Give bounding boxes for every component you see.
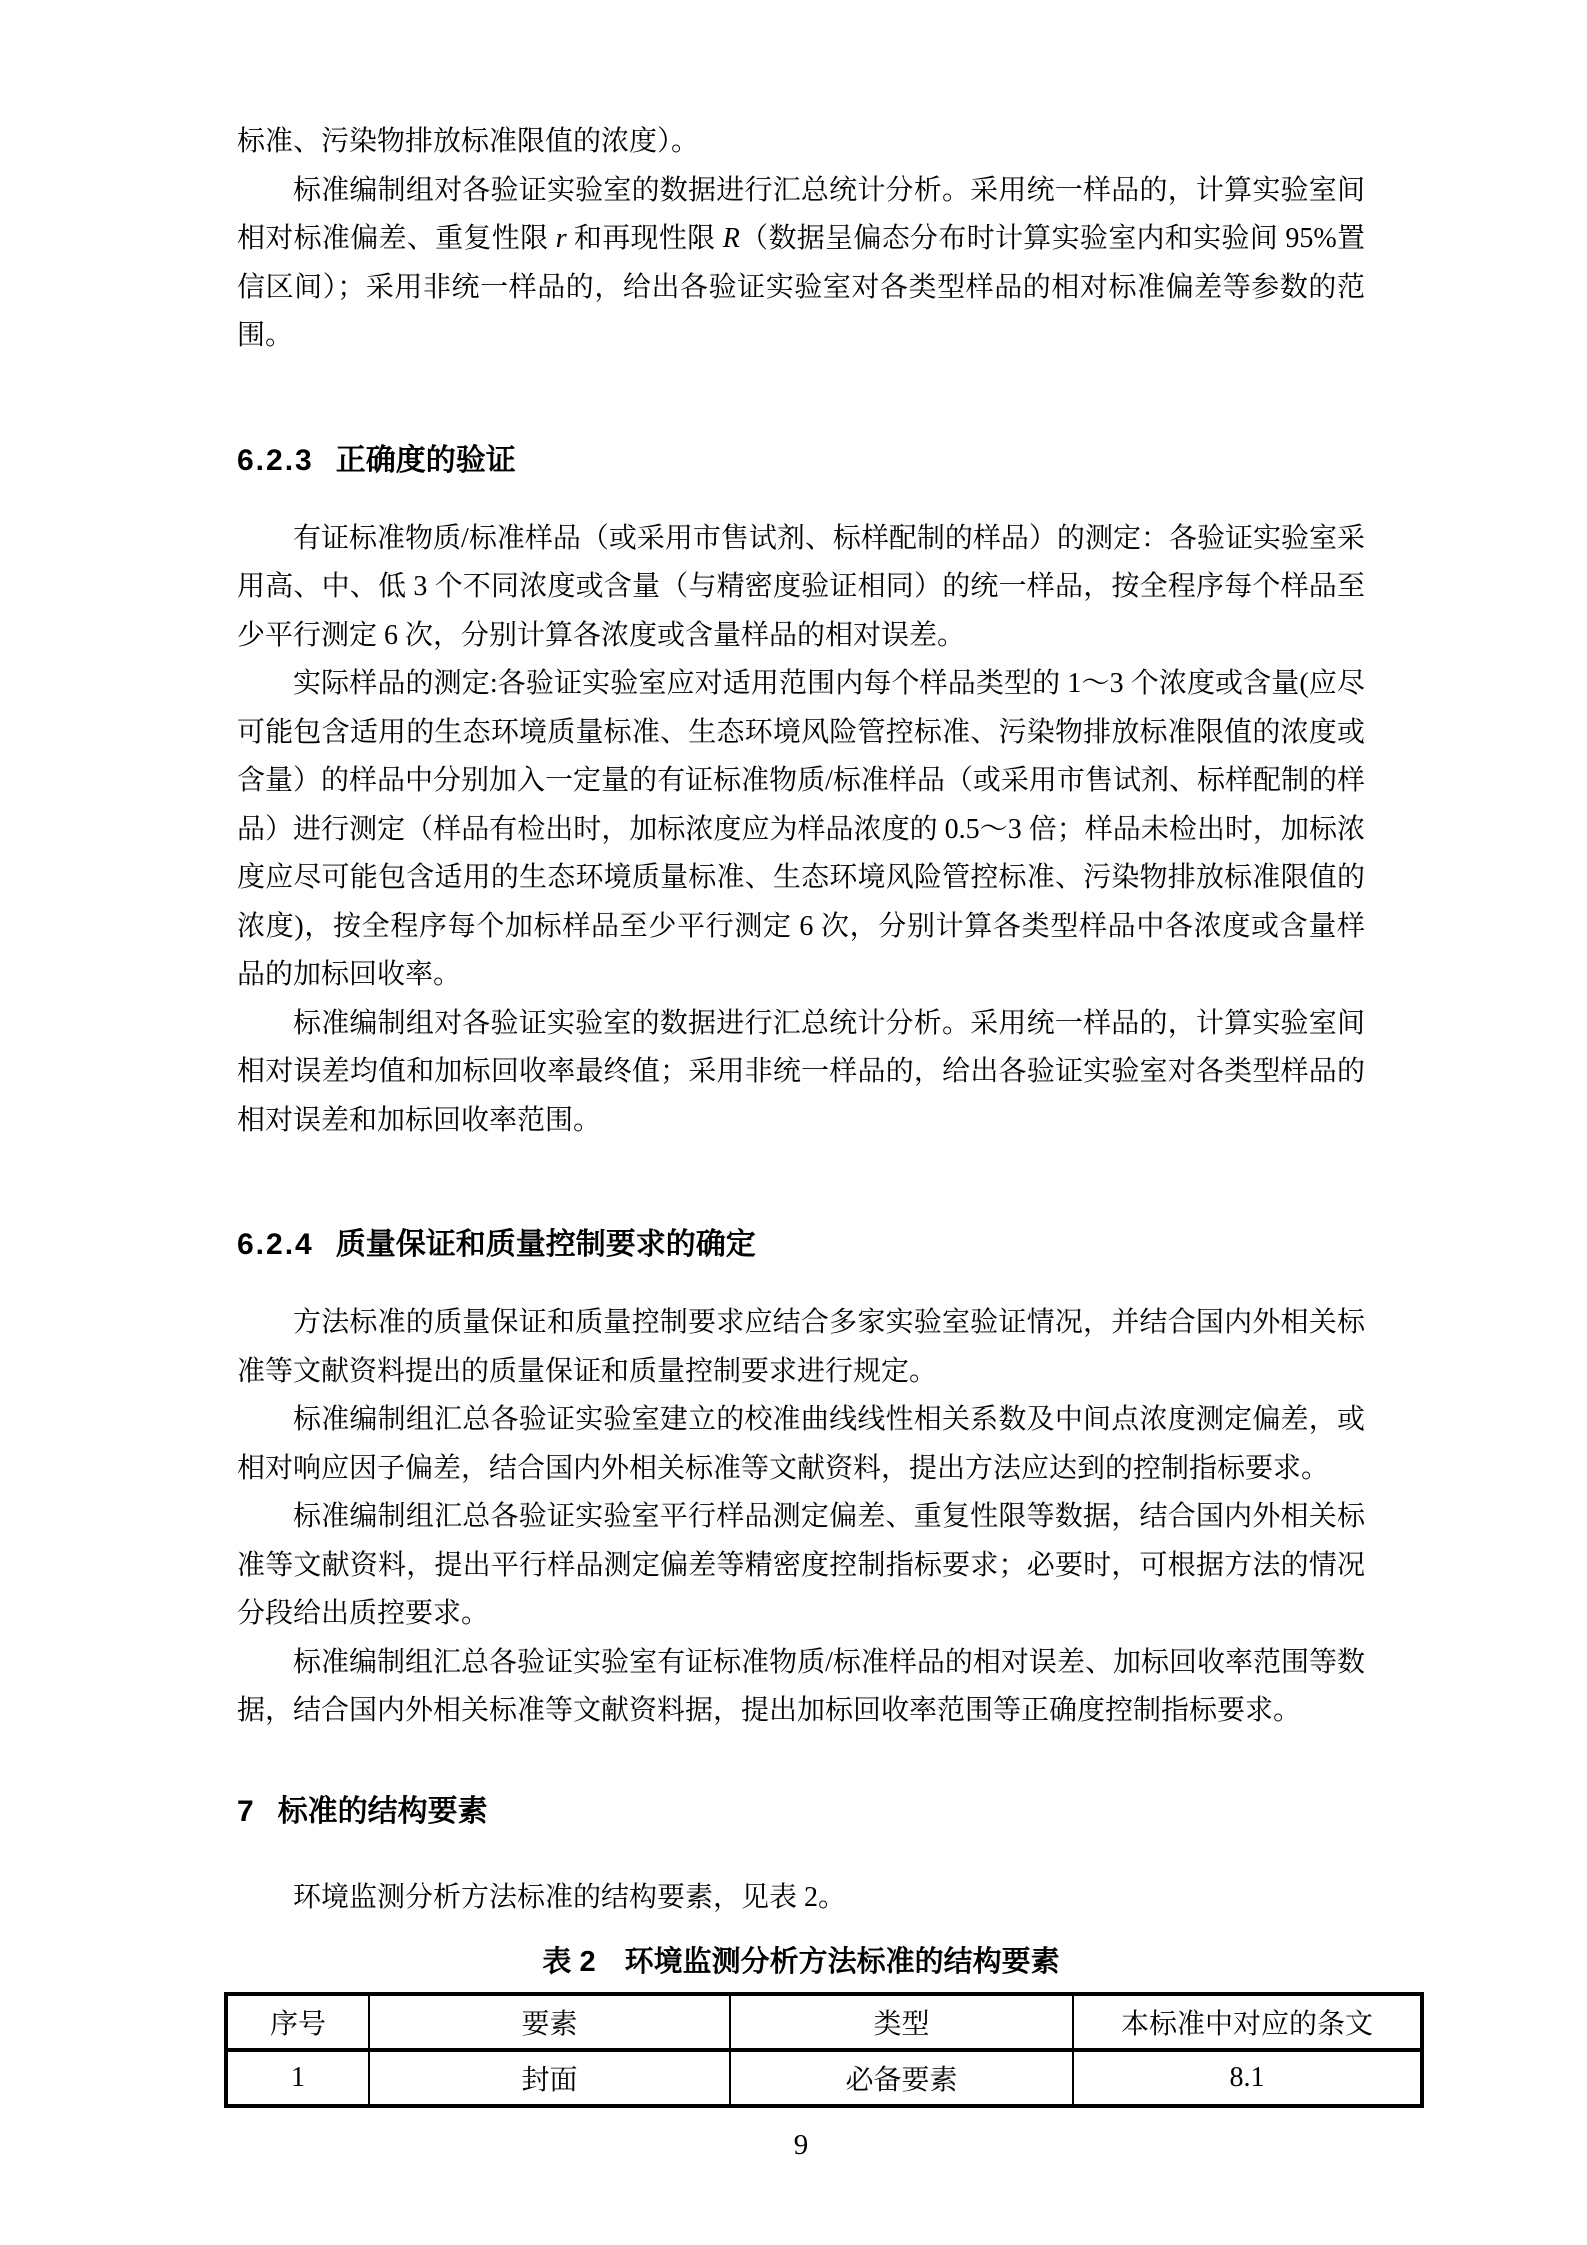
paragraph-real-sample-determination: 实际样品的测定:各验证实验室应对适用范围内每个样品类型的 1～3 个浓度或含量(应尽可能包含适用的生态环境质量标准、生态环境风险管控标准、污染物排放标准限值的浓度或含量）的样品中分别加入一定量的有证标准物质/标准样品（或采用市售试剂、标样配制的样品）进行测定（样品有检出时，加标浓度应为样品浓度的 0.5～3 倍；样品未检出时，加标浓度应尽可能包含适用的生态环境质量标准、生态环境风险管控标准、污染物排放标准限值的浓度)，按全程序每个加标样品至少平行测定 6 次，分别计算各类型样品中各浓度或含量样品的加标回收率。 xyxy=(237,668,1365,990)
table-cell-element: 封面 xyxy=(369,2050,730,2106)
section-heading-6-2-3 xyxy=(237,437,1365,485)
section-number: 7 xyxy=(237,1794,256,1828)
section-title: 正确度的验证 xyxy=(335,443,516,477)
section-number: 6.2.3 xyxy=(237,443,314,477)
table-2-caption: 表 2 环境监测分析方法标准的结构要素 xyxy=(542,1946,1060,1978)
column-header-index: 序号 xyxy=(269,2009,326,2040)
section-title: 质量保证和质量控制要求的确定 xyxy=(335,1228,756,1261)
page-number: 9 xyxy=(793,2129,809,2161)
section-title: 标准的结构要素 xyxy=(277,1794,488,1828)
reproducibility-limit-symbol: R xyxy=(722,223,740,254)
page-content xyxy=(237,118,1373,2166)
column-header-element: 要素 xyxy=(369,1994,730,2050)
table-2-structure-elements xyxy=(224,1992,1424,2108)
section-heading-7 xyxy=(237,1788,1365,1836)
section-number: 6.2.4 xyxy=(237,1228,314,1261)
section-heading-6-2-4 xyxy=(237,1221,1365,1269)
text-run: 和再现性限 xyxy=(566,223,723,254)
paragraph-recovery-range: 标准编制组汇总各验证实验室有证标准物质/标准样品的相对误差、加标回收率范围等数据，结合国内外相关标准等文献资料据，提出加标回收率范围等正确度控制指标要求。 xyxy=(237,1646,1365,1726)
table-cell-type: 必备要素 xyxy=(730,2050,1073,2106)
table-header-row xyxy=(226,1994,1422,2050)
paragraph-calibration-curve: 标准编制组汇总各验证实验室建立的校准曲线线性相关系数及中间点浓度测定偏差，或相对响应因子偏差，结合国内外相关标准等文献资料，提出方法应达到的控制指标要求。 xyxy=(237,1404,1365,1484)
paragraph-overflow-from-previous-page: 标准、污染物排放标准限值的浓度）。 xyxy=(237,126,700,157)
column-header-type: 类型 xyxy=(730,1994,1073,2050)
column-header-clause: 本标准中对应的条文 xyxy=(1073,1994,1422,2050)
paragraph-accuracy-data-summary: 标准编制组对各验证实验室的数据进行汇总统计分析。采用统一样品的，计算实验室间相对误差均值和加标回收率最终值；采用非统一样品的，给出各验证实验室对各类型样品的相对误差和加标回收率范围。 xyxy=(237,1007,1365,1136)
paragraph-crm-determination: 有证标准物质/标准样品（或采用市售试剂、标样配制的样品）的测定：各验证实验室采用高、中、低 3 个不同浓度或含量（与精密度验证相同）的统一样品，按全程序每个样品至少平行测定 6 次，分别计算各浓度或含量样品的相对误差。 xyxy=(237,522,1365,651)
table-cell-clause: 8.1 xyxy=(1073,2050,1422,2106)
table-cell-index: 1 xyxy=(291,2062,305,2093)
paragraph-see-table-2: 环境监测分析方法标准的结构要素，见表 2。 xyxy=(293,1881,847,1913)
text-run: （数据呈偏态分布时计算实验室内和实验间 95%置信区间）；采用非统一样品的，给出各验证实验室对各类型样品的相对标准偏差等参数的范围。 xyxy=(237,223,1365,351)
text-run: 标准编制组对各验证实验室的数据进行汇总统计分析。采用统一样品的，计算实验室间相对标准偏差、重复性限 xyxy=(237,174,1365,254)
repeatability-limit-symbol: r xyxy=(555,223,567,254)
paragraph-parallel-sample: 标准编制组汇总各验证实验室平行样品测定偏差、重复性限等数据，结合国内外相关标准等文献资料，提出平行样品测定偏差等精密度控制指标要求；必要时，可根据方法的情况分段给出质控要求。 xyxy=(237,1501,1365,1629)
paragraph-qaqc-requirement: 方法标准的质量保证和质量控制要求应结合多家实验室验证情况，并结合国内外相关标准等文献资料提出的质量保证和质量控制要求进行规定。 xyxy=(237,1307,1365,1387)
table-row xyxy=(226,2050,1422,2106)
paragraph-precision-summary xyxy=(237,167,1365,361)
